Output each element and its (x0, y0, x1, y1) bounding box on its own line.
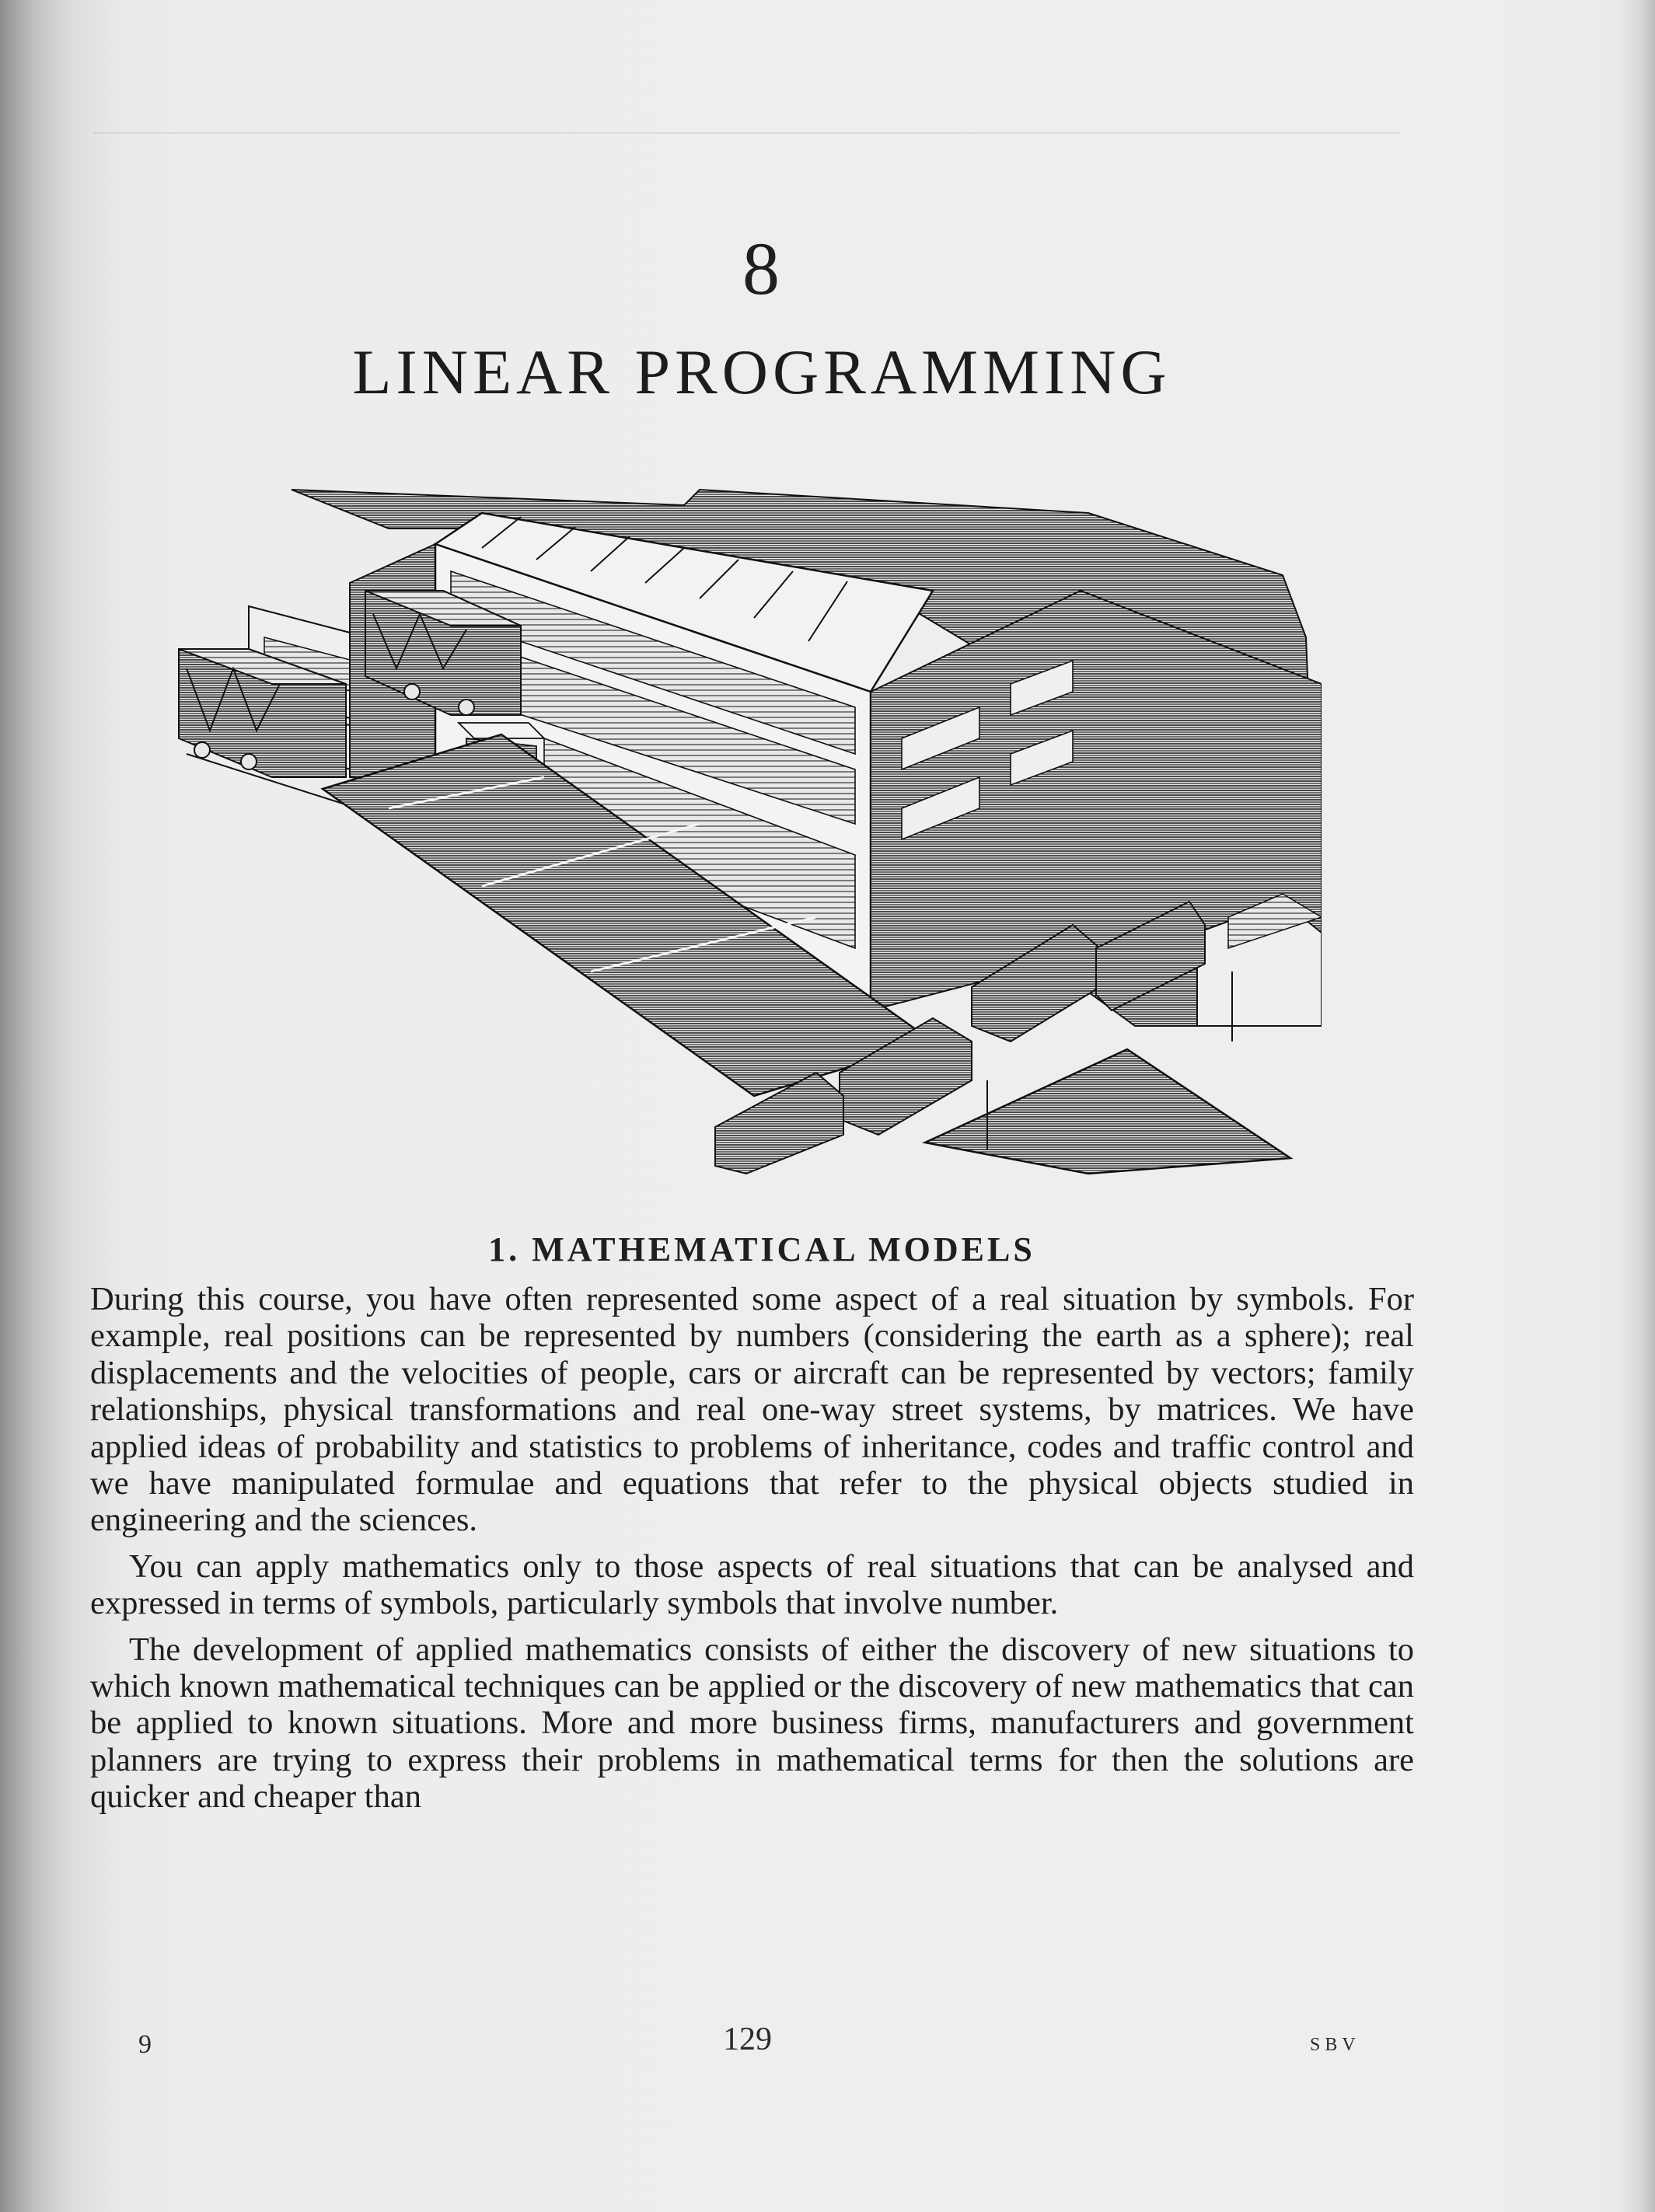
page-footer (0, 2021, 1655, 2067)
paragraph: During this course, you have often represented some aspect of a real situation by symbols. For example, real positions can be represented by numbers (considering the earth as a sphere); real displacements and the velocities of people, cars or aircraft can be represented by vectors; family relationships, physical transformations and real one-way street systems, by matrices. We have applied ideas of probability and statistics to problems of inheritance, codes and traffic control and we have manipulated formulae and equations that refer to the physical objects studied in engineering and the sciences. (90, 1281, 1414, 1539)
chapter-title: LINEAR PROGRAMMING (352, 337, 1171, 407)
page-number: 129 (723, 2022, 772, 2057)
section-heading: 1. MATHEMATICAL MODELS (488, 1230, 1035, 1268)
bleed-through-rule (93, 132, 1399, 134)
chapter-number: 8 (742, 227, 781, 310)
factory-illustration (155, 482, 1322, 1181)
small-yard (925, 1049, 1290, 1174)
body-text (90, 1281, 1414, 1825)
printer-code: SBV (1310, 2035, 1360, 2055)
signature-mark: 9 (138, 2030, 152, 2059)
paragraph: You can apply mathematics only to those aspects of real situations that can be analysed and expressed in terms of symbols, particularly symbols that involve number. (90, 1547, 1414, 1622)
paragraph: The development of applied mathematics consists of either the discovery of new situations to which known mathematical techniques can be applied or the discovery of new mathematics that can be applied to known situations. More and more business firms, manufacturers and government planners are trying to express their problems in mathematical terms for then the solutions are quicker and cheaper than (90, 1631, 1414, 1816)
